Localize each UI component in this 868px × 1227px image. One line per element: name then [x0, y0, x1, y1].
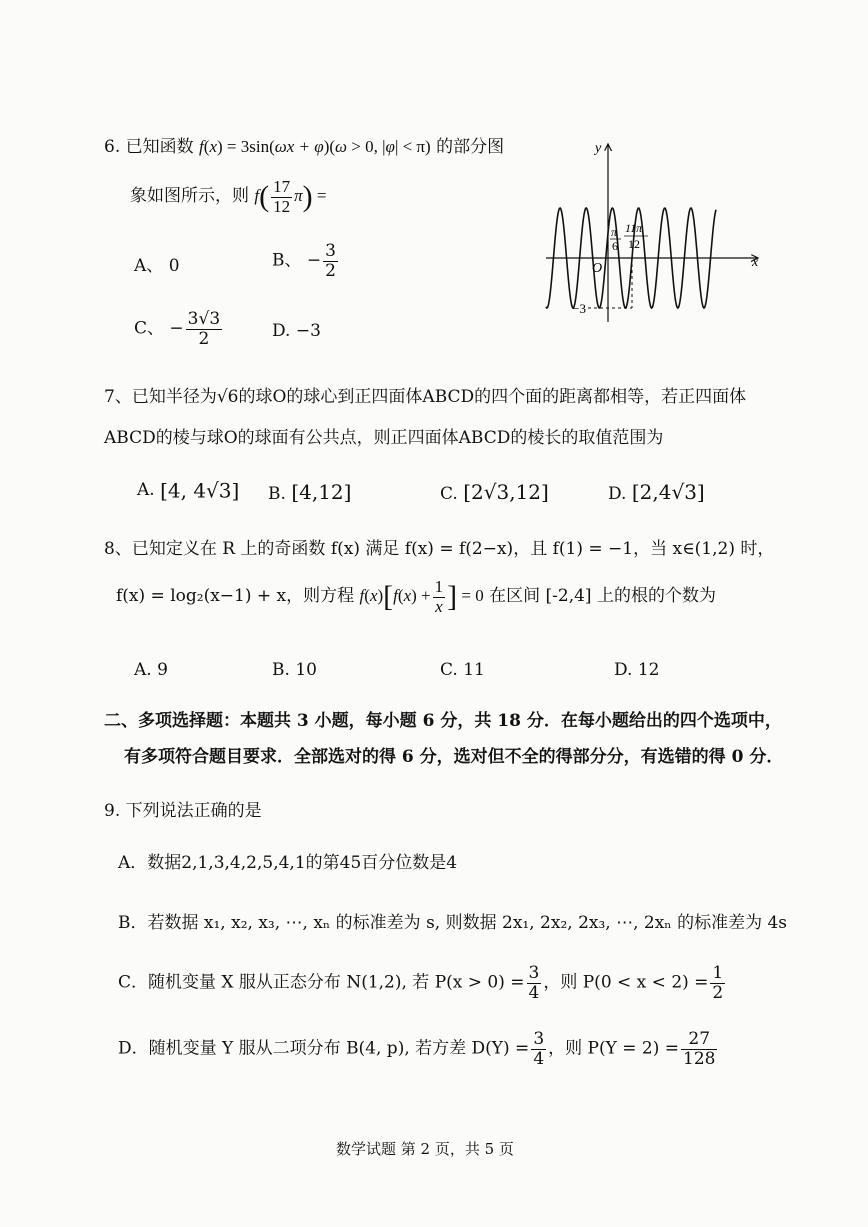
q6-pre: 已知函数	[125, 137, 194, 157]
q7-option-b: B. [4,12]	[268, 480, 352, 504]
q9-option-c: C．随机变量 X 服从正态分布 N(1,2), 若 P(x > 0) = $\frac{3}{4}$ ，则 P(0 < x < 2) = $\frac{1}{2}$	[118, 963, 724, 1003]
q6-option-d: D. −3	[272, 321, 321, 341]
q7-line1: 7、已知半径为√6的球O的球心到正四面体ABCD的四个面的距离都相等，若正四面体	[104, 387, 747, 407]
q6-option-c: C、 − $\frac{3√3}{2}$	[134, 309, 221, 349]
q6-number: 6.	[104, 137, 121, 157]
q8-option-c: C. 11	[440, 660, 485, 680]
label-pi-over-6-den: 6	[612, 239, 618, 253]
q6-sine-graph	[538, 140, 770, 325]
q8-option-d: D. 12	[614, 660, 660, 680]
label-min-value: −3	[572, 301, 586, 316]
q7-line2: ABCD的棱与球O的球面有公共点，则正四面体ABCD的棱长的取值范围为	[104, 428, 664, 448]
q6-line1	[104, 132, 504, 157]
origin-label: O	[592, 261, 603, 276]
q8-line2: f(x) = log₂(x−1) + x，则方程 f(x)[f(x) + $\frac{1}{x}$ ] = 0 在区间 [-2,4] 上的根的个数为	[116, 577, 716, 616]
label-11pi-over-12-den: 12	[628, 237, 640, 251]
q6-line2-pre: 象如图所示，则	[130, 186, 249, 207]
q9-option-d: D．随机变量 Y 服从二项分布 B(4, p), 若方差 D(Y) = $\frac{3}{4}$ ，则 P(Y = 2) = $\frac{27}{128}$	[118, 1029, 716, 1069]
q6-function: f(x) = 3sin(ωx + φ)(ω > 0, |φ| < π)	[199, 137, 431, 156]
label-11pi-over-12: 11π	[625, 221, 643, 235]
section2-heading-line2: 有多项符合题目要求．全部选对的得 6 分，选对但不全的得部分分，有选错的得 0 分．	[124, 747, 784, 767]
section2-heading-line1: 二、多项选择题：本题共 3 小题，每小题 6 分，共 18 分．在每小题给出的四个选项中，	[104, 711, 782, 731]
q7-option-a: A. [4, 4√3]	[137, 478, 240, 503]
q8-option-b: B. 10	[272, 660, 317, 680]
label-pi-over-6: π	[611, 225, 618, 239]
axis-label-x: x	[752, 255, 759, 270]
q9-stem: 9. 下列说法正确的是	[104, 801, 262, 821]
q8-line1: 8、已知定义在 R 上的奇函数 f(x) 满足 f(x) = f(2−x)，且 f(1) = −1，当 x∈(1,2) 时，	[104, 539, 775, 559]
q9-option-b: B．若数据 x₁, x₂, x₃, ⋯, xₙ 的标准差为 s, 则数据 2x₁, 2x₂, 2x₃, ⋯, 2xₙ 的标准差为 4s	[118, 913, 788, 933]
q7-option-c: C. [2√3,12]	[440, 480, 549, 504]
q6-post: 的部分图	[436, 137, 505, 157]
q8-option-a: A. 9	[134, 660, 168, 680]
q6-option-b: B、 − $\frac{3}{2}$	[272, 241, 336, 281]
page-footer: 数学试题 第 2 页，共 5 页	[336, 1140, 514, 1158]
q6-option-a: A、 0	[134, 256, 180, 276]
q8-equation: f(x)[f(x) + $\frac{1}{x}$ ] = 0	[359, 577, 484, 616]
q7-option-d: D. [2,4√3]	[608, 480, 705, 504]
q6-eval: f( $\frac{17}{12}$ π) =	[254, 177, 327, 216]
axis-label-y: y	[595, 141, 602, 156]
q6-line2	[130, 178, 327, 216]
q9-option-a: A．数据2,1,3,4,2,5,4,1的第45百分位数是4	[118, 853, 458, 873]
